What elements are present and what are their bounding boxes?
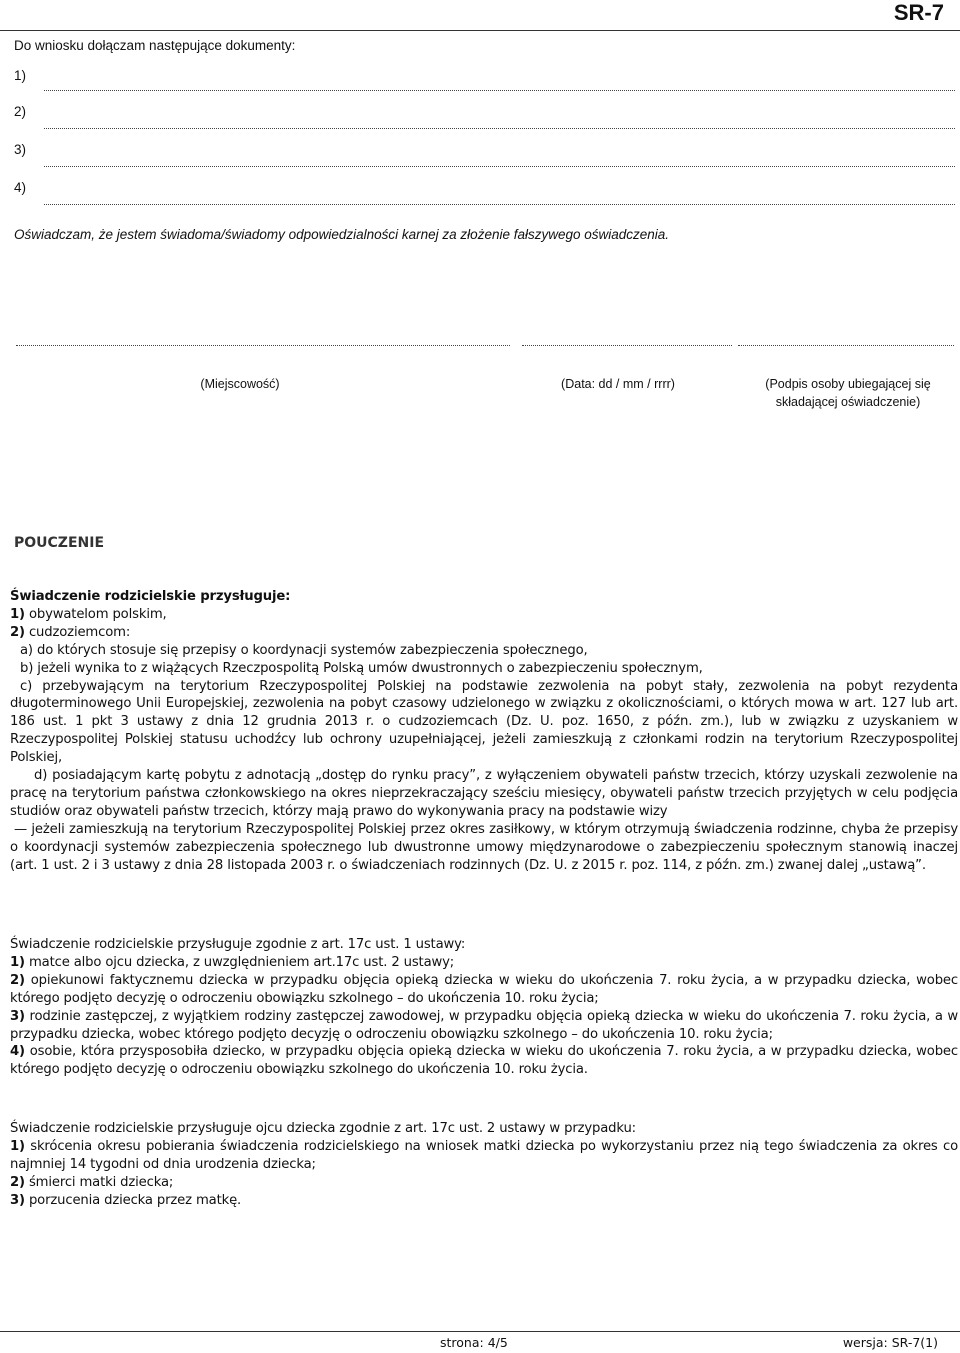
subitem-d: d) posiadającym kartę pobytu z adnotacją „dostęp do rynku pracy”, z wyłączeniem obywateli państw trzecich, którzy uzyskali zezwolenie na pracę na terytorium państwa członkowskiego na okres nieprzekraczający sześciu miesięcy, obywateli państw trzecich przyjętych w celu podjęcia studiów oraz obywateli państw trzecich, którzy mają prawo do wykonywania pracy na podstawie wizy (10, 768, 958, 819)
section-2-heading: Świadczenie rodzicielskie przysługuje zgodnie z art. 17c ust. 1 ustawy: (10, 937, 466, 952)
item-number: 1) (10, 606, 25, 622)
attachment-field-3[interactable] (44, 154, 955, 167)
date-caption: (Data: dd / mm / rrrr) (561, 377, 675, 391)
closing-clause: — jeżeli zamieszkują na terytorium Rzeczypospolitej Polskiej przez okres zasiłkowy, w którym otrzymują świadczenia rodzinne, chyba że przepisy o koordynacji systemów zabezpieczenia społecznego lub dwustronne umowy międzynarodowe o zabezpieczeniu społecznym stanowią inaczej (art. 1 ust. 2 i 3 ustawy z dnia 28 listopada 2003 r. o świadczeniach rodzinnych (Dz. U. z 2015 r. poz. 114, z późn. zm.) zwanej dalej „ustawą”. (10, 821, 958, 873)
attachment-field-1[interactable] (44, 78, 955, 91)
item-number: 1) (10, 1138, 25, 1154)
signature-caption-line2: składającej oświadczenie) (775, 395, 921, 409)
list-item (10, 972, 958, 1008)
item-number: 2) (10, 972, 25, 988)
list-item (10, 624, 958, 642)
item-text: opiekunowi faktycznemu dziecka w przypadku objęcia opieką dziecka w wieku do ukończenia 7. roku życia, a w przypadku dziecka, wobec którego podjęto decyzję o odroczeniu obowiązku szkolnego – do ukończenia 10. roku życia; (10, 972, 958, 1006)
header-divider (0, 30, 960, 31)
item-number: 2) (10, 1174, 25, 1190)
attachments-intro: Do wniosku dołączam następujące dokumenty: (14, 38, 296, 53)
item-text: obywatelom polskim, (24, 606, 167, 622)
date-field[interactable] (522, 333, 732, 346)
attachment-field-4[interactable] (44, 192, 955, 205)
signature-field[interactable] (738, 333, 954, 346)
item-text: rodzinie zastępczej, z wyjątkiem rodziny zastępczej zawodowej, w przypadku objęcia opieką dziecka w wieku do ukończenia 7. roku życia, a w przypadku dziecka, wobec którego podjęto decyzję o odroczeniu obowiązku szkolnego – do ukończenia 10. roku życia; (10, 1008, 958, 1042)
list-item (10, 1192, 958, 1210)
item-text: matce albo ojcu dziecka, z uwzględnieniem art.17c ust. 2 ustawy; (24, 954, 455, 970)
subitem-b: b) jeżeli wynika to z wiążących Rzeczpospolitą Polską umów dwustronnych o zabezpieczeniu społecznym, (20, 660, 703, 676)
item-number: 3) (10, 1192, 25, 1208)
item-number: 2) (10, 624, 25, 640)
attachment-number-3: 3) (14, 142, 27, 157)
item-text: skrócenia okresu pobierania świadczenia rodzicielskiego na wniosek matki dziecka po wykorzystaniu przez nią tego świadczenia za okres co najmniej 14 tygodni od dnia urodzenia dziecka; (10, 1138, 958, 1172)
subitem-a: a) do których stosuje się przepisy o koordynacji systemów zabezpieczenia społecznego, (20, 642, 588, 658)
attachment-number-1: 1) (14, 68, 27, 83)
list-item (10, 606, 958, 624)
footer-divider (0, 1331, 960, 1332)
section-1-heading: Świadczenie rodzicielskie przysługuje: (10, 589, 291, 604)
list-item (10, 1174, 958, 1192)
attachment-number-2: 2) (14, 104, 27, 119)
signature-caption-line1: (Podpis osoby ubiegającej się (765, 377, 931, 391)
item-number: 4) (10, 1044, 25, 1060)
instruction-section-1 (10, 588, 958, 875)
list-item (10, 1138, 958, 1174)
item-text: cudzoziemcom: (24, 624, 131, 640)
list-item (10, 954, 958, 972)
place-field[interactable] (16, 333, 510, 346)
instruction-section-2 (10, 936, 958, 1079)
item-text: śmierci matki dziecka; (24, 1174, 174, 1190)
section-3-heading: Świadczenie rodzicielskie przysługuje ojcu dziecka zgodnie z art. 17c ust. 2 ustawy w przypadku: (10, 1121, 636, 1136)
subitem-c: c) przebywającym na terytorium Rzeczypospolitej Polskiej na podstawie zezwolenia na pobyt stały, zezwolenia na pobyt rezydenta długoterminowego Unii Europejskiej, zezwolenia na pobyt czasowy udzielonego w związku z okolicznościami, o których mowa w art. 127 lub art. 186 ust. 1 pkt 3 ustawy z dnia 12 grudnia 2013 r. o cudzoziemcach (Dz. U. poz. 1650, z późn. zm.), lub w związku z uzyskaniem w Rzeczypospolitej Polskiej statusu uchodźcy lub ochrony uzupełniającej, jeżeli zamieszkują z członkami rodzin na terytorium Rzeczypospolitej Polskiej, (10, 678, 958, 766)
declaration-text: Oświadczam, że jestem świadoma/świadomy odpowiedzialności karnej za złożenie fałszywego oświadczenia. (14, 227, 670, 242)
item-text: osobie, która przysposobiła dziecko, w przypadku objęcia opieką dziecka w wieku do ukończenia 7. roku życia, a w przypadku dziecka, wobec którego podjęto decyzję o odroczeniu obowiązku szkolnego do ukończenia 10. roku życia. (10, 1044, 958, 1078)
place-caption: (Miejscowość) (200, 377, 280, 391)
item-text: porzucenia dziecka przez matkę. (24, 1192, 242, 1208)
instruction-title: POUCZENIE (14, 535, 105, 551)
item-number: 1) (10, 954, 25, 970)
list-item (10, 1008, 958, 1044)
form-version: wersja: SR-7(1) (842, 1335, 938, 1350)
form-code: SR-7 (893, 0, 944, 25)
page-number: strona: 4/5 (440, 1335, 508, 1350)
attachment-number-4: 4) (14, 180, 27, 195)
attachment-field-2[interactable] (44, 116, 955, 129)
item-number: 3) (10, 1008, 25, 1024)
list-item (10, 1043, 958, 1079)
instruction-section-3 (10, 1120, 958, 1210)
